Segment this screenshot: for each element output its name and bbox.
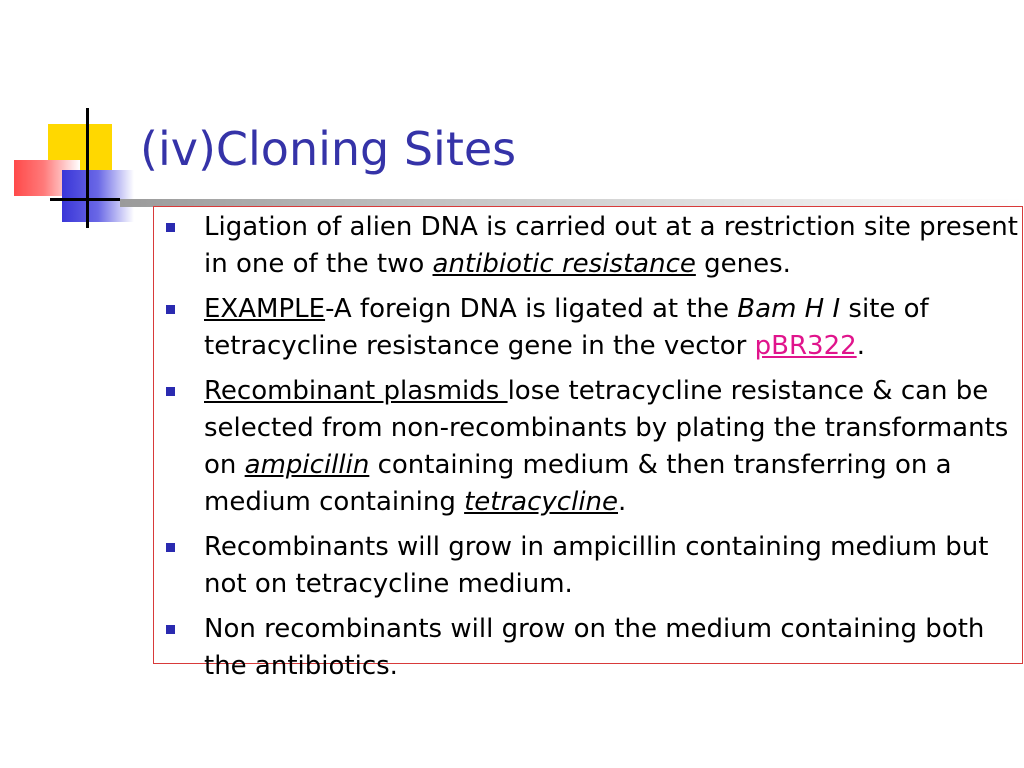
logo-vertical-line xyxy=(86,108,89,228)
bullet-item-5 xyxy=(160,611,1018,685)
emphasis-text: ampicillin xyxy=(244,450,370,480)
bullet-text: . xyxy=(618,487,627,517)
bullet-list xyxy=(160,209,1018,693)
square-bullet-icon xyxy=(166,543,175,552)
bullet-item-2 xyxy=(160,291,1018,365)
bullet-item-3 xyxy=(160,373,1018,521)
bullet-item-4 xyxy=(160,529,1018,603)
logo-blue-square xyxy=(62,170,134,222)
square-bullet-icon xyxy=(166,305,175,314)
emphasis-text: antibiotic resistance xyxy=(432,249,696,279)
bullet-text: Non recombinants will grow on the medium containing both the antibiotics. xyxy=(204,614,985,681)
bullet-text: genes. xyxy=(695,249,791,279)
bullet-text: lose tetracycline resistance & can be selected from non-recombinants by plating the transformants on xyxy=(204,376,1009,480)
bullet-item-1 xyxy=(160,209,1018,283)
bullet-text: . xyxy=(856,331,865,361)
bullet-text: containing medium & then transferring on a medium containing xyxy=(204,450,952,517)
square-bullet-icon xyxy=(166,223,175,232)
example-label: EXAMPLE xyxy=(204,294,326,324)
slide-logo-decoration xyxy=(0,100,140,235)
square-bullet-icon xyxy=(166,387,175,396)
slide-title: (iv)Cloning Sites xyxy=(140,122,517,176)
logo-horizontal-line xyxy=(50,198,120,201)
square-bullet-icon xyxy=(166,625,175,634)
emphasis-text: Bam H I xyxy=(737,294,841,324)
bullet-text: Recombinants will grow in ampicillin containing medium but not on tetracycline medium. xyxy=(204,532,989,599)
emphasis-text: tetracycline xyxy=(464,487,619,517)
bullet-text: site of tetracycline resistance gene in the vector xyxy=(204,294,929,361)
bullet-text: Ligation of alien DNA is carried out at a restriction site present in one of the two xyxy=(204,212,1018,279)
bullet-text: -A foreign DNA is ligated at the xyxy=(325,294,738,324)
pbr322-link[interactable]: pBR322 xyxy=(754,331,857,361)
underlined-text: Recombinant plasmids xyxy=(204,376,508,406)
